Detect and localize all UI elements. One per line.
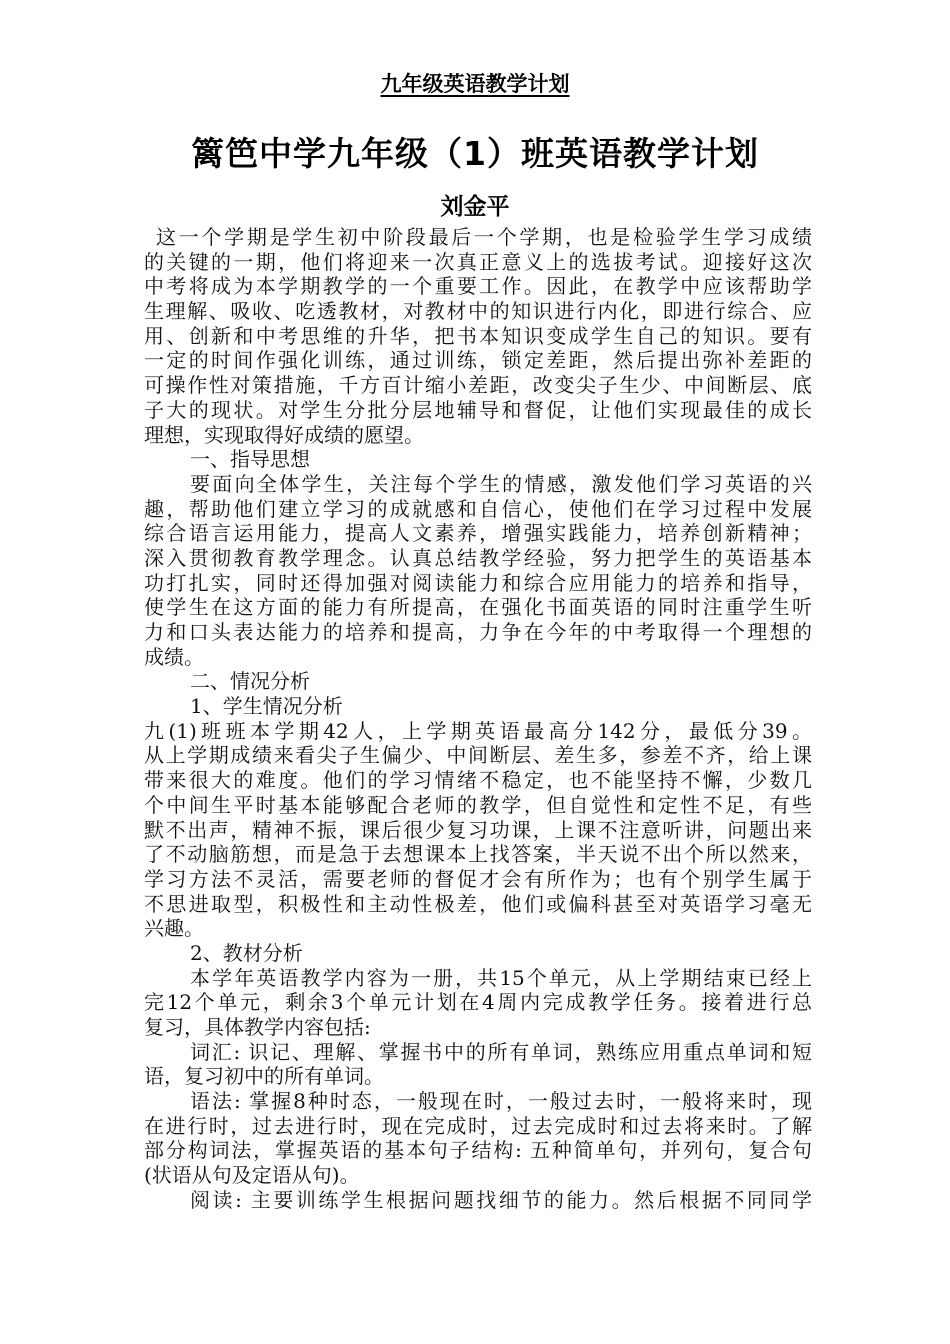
section-heading: 二、情况分析 (190, 669, 310, 694)
text-line: 兴趣。 (144, 916, 204, 941)
text-line: 词汇: 识记、理解、掌握书中的所有单词，熟练应用重点单词和短 (190, 1039, 812, 1064)
text-line: 在进行时，过去进行时，现在完成时，过去完成时和过去将来时。了解 (144, 1113, 812, 1138)
text-line: 可操作性对策措施，千方百计缩小差距，改变尖子生少、中间断层、底 (144, 373, 812, 398)
text-line: 子大的现状。对学生分批分层地辅导和督促，让他们实现最佳的成长 (144, 397, 812, 422)
text-line: 语，复习初中的所有单词。 (144, 1064, 384, 1089)
author-name: 刘金平 (440, 194, 510, 220)
text-line: 的关键的一期，他们将迎来一次真正意义上的选拔考试。迎接好这次 (144, 249, 812, 274)
text-line: 个中间生平时基本能够配合老师的教学，但自觉性和定性不足，有些 (144, 792, 812, 817)
text-line: 一定的时间作强化训练，通过训练，锁定差距，然后提出弥补差距的 (144, 348, 812, 373)
text-line: 用、创新和中考思维的升华，把书本知识变成学生自己的知识。要有 (144, 323, 812, 348)
document-header-title: 九年级英语教学计划 (380, 72, 570, 96)
text-line: 部分构词法，掌握英语的基本句子结构: 五种简单句，并列句，复合句 (144, 1138, 812, 1163)
section-heading: 一、指导思想 (190, 447, 310, 472)
text-line: 不思进取型，积极性和主动性极差，他们或偏科甚至对英语学习毫无 (144, 891, 812, 916)
text-line: 带来很大的难度。他们的学习情绪不稳定，也不能坚持不懈，少数几 (144, 768, 812, 793)
text-line: 生理解、吸收、吃透教材，对教材中的知识进行内化，即进行综合、应 (144, 299, 812, 324)
text-line: 九(1)班班本学期42人，上学期英语最高分142分，最低分39。 (144, 718, 812, 743)
text-line: 功打扎实，同时还得加强对阅读能力和综合应用能力的培养和指导， (144, 570, 812, 595)
text-line: 成绩。 (144, 644, 204, 669)
text-line: 了不动脑筋想，而是急于去想课本上找答案，半天说不出个所以然来， (144, 842, 812, 867)
text-line: 这一个学期是学生初中阶段最后一个学期，也是检验学生学习成绩 (156, 225, 812, 249)
text-line: 复习，具体教学内容包括: (144, 1015, 371, 1039)
document-title: 篱笆中学九年级（1）班英语教学计划 (191, 134, 759, 173)
body-text (144, 225, 812, 1213)
text-line: 力和口头表达能力的培养和提高，力争在今年的中考取得一个理想的 (144, 620, 812, 644)
text-line: 从上学期成绩来看尖子生偏少、中间断层、差生多，参差不齐，给上课 (144, 743, 812, 768)
text-line: 综合语言运用能力，提高人文素养，增强实践能力，培养创新精神； (144, 521, 812, 546)
text-line: 深入贯彻教育教学理念。认真总结教学经验，努力把学生的英语基本 (144, 545, 812, 570)
text-line: 完12个单元，剩余3个单元计划在4周内完成教学任务。接着进行总 (144, 990, 812, 1015)
text-line: 阅读: 主要训练学生根据问题找细节的能力。然后根据不同同学 (190, 1187, 812, 1212)
text-line: 使学生在这方面的能力有所提高，在强化书面英语的同时注重学生听 (144, 595, 812, 620)
subsection-heading: 1、学生情况分析 (190, 694, 343, 719)
subsection-heading: 2、教材分析 (190, 940, 303, 965)
text-line: 理想，实现取得好成绩的愿望。 (144, 422, 424, 447)
text-line: 默不出声，精神不振，课后很少复习功课，上课不注意听讲，问题出来 (144, 817, 812, 842)
text-line: 本学年英语教学内容为一册，共15个单元，从上学期结束已经上 (190, 965, 812, 990)
text-line: 学习方法不灵活，需要老师的督促才会有所作为；也有个别学生属于 (144, 866, 812, 891)
text-line: 语法: 掌握8种时态，一般现在时，一般过去时，一般将来时，现 (190, 1089, 812, 1114)
text-line: 要面向全体学生，关注每个学生的情感，激发他们学习英语的兴 (190, 471, 812, 496)
text-line: 中考将成为本学期教学的一个重要工作。因此，在教学中应该帮助学 (144, 274, 812, 299)
text-line: (状语从句及定语从句)。 (144, 1163, 360, 1188)
text-line: 趣，帮助他们建立学习的成就感和自信心，使他们在学习过程中发展 (144, 496, 812, 521)
